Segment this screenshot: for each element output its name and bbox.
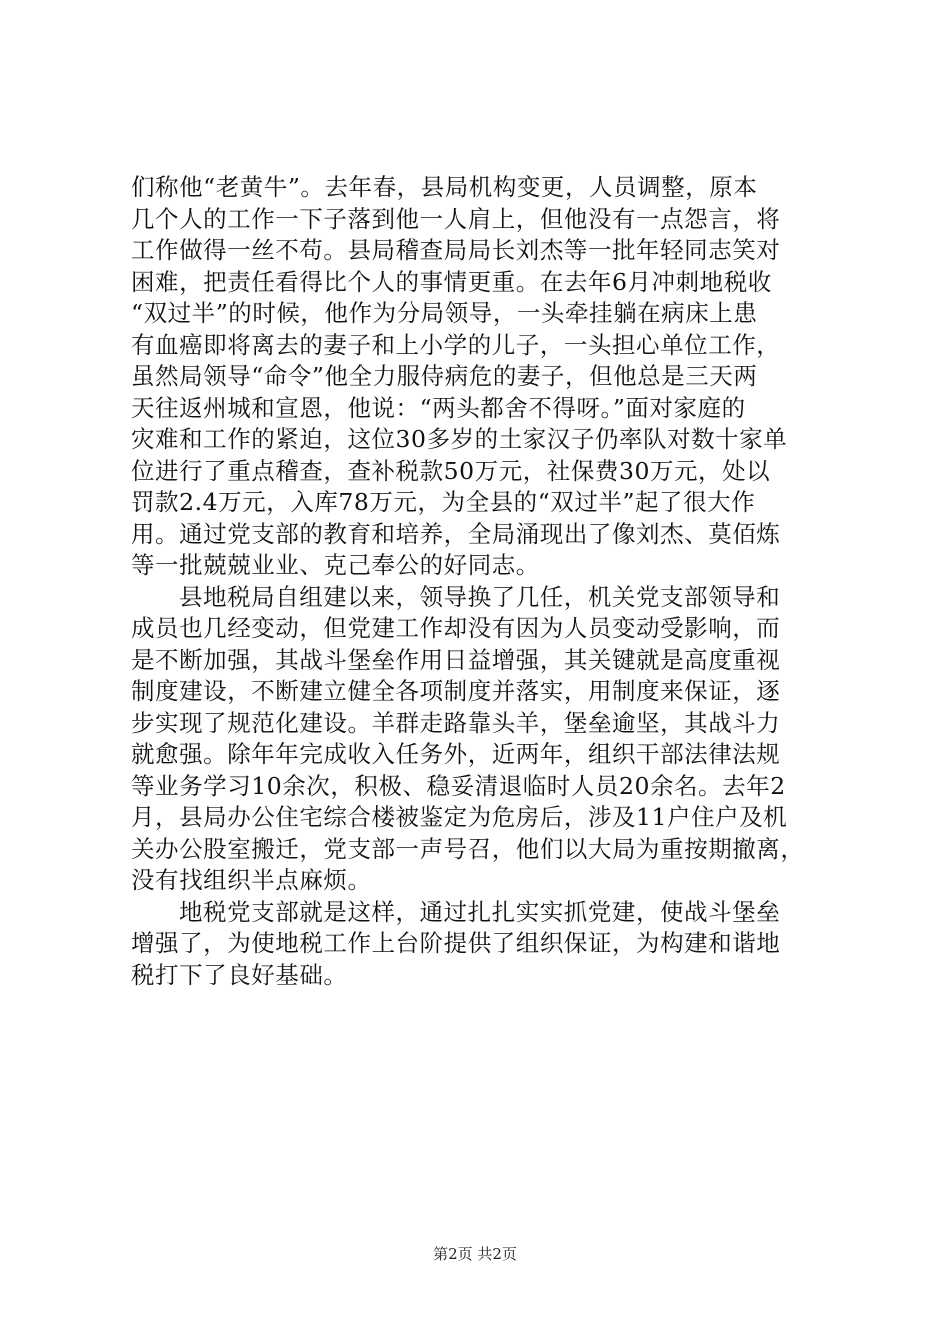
text-line: 成员也几经变动，但党建工作却没有因为人员变动受影响，而 [131, 614, 781, 642]
text-line: 增强了，为使地税工作上台阶提供了组织保证，为构建和谐地 [131, 929, 781, 957]
text-line: 等业务学习10余次，积极、稳妥清退临时人员20余名。去年2 [131, 771, 786, 800]
text-line: 们称他“老黄牛”。去年春，县局机构变更，人员调整，原本 [131, 173, 758, 201]
paragraph-2 [131, 582, 841, 897]
text-line: 地税党支部就是这样，通过扎扎实实抓党建，使战斗堡垒 [179, 897, 781, 926]
text-line: 没有找组织半点麻烦。 [131, 866, 372, 894]
text-line: 是不断加强，其战斗堡垒作用日益增强，其关键就是高度重视 [131, 645, 781, 674]
text-line: 制度建设，不断建立健全各项制度并落实，用制度来保证，逐 [131, 677, 781, 705]
text-line: “双过半”的时候，他作为分局领导，一头牵挂躺在病床上患 [131, 299, 758, 327]
text-line: 工作做得一丝不苟。县局稽查局局长刘杰等一批年轻同志笑对 [131, 236, 781, 264]
text-line: 用。通过党支部的教育和培养，全局涌现出了像刘杰、莫佰炼 [131, 519, 781, 548]
paragraph-1 [131, 172, 841, 582]
text-line: 有血癌即将离去的妻子和上小学的儿子，一头担心单位工作， [131, 330, 781, 359]
text-line: 罚款2.4万元，入库78万元，为全县的“双过半”起了很大作 [131, 488, 756, 516]
text-line: 几个人的工作一下子落到他一人肩上，但他没有一点怨言，将 [131, 204, 781, 233]
document-body [131, 172, 841, 991]
text-line: 困难，把责任看得比个人的事情更重。在去年6月冲刺地税收 [131, 267, 772, 296]
text-line: 位进行了重点稽查，查补税款50万元，社保费30万元，处以 [131, 456, 771, 485]
text-line: 税打下了良好基础。 [131, 960, 348, 989]
paragraph-3 [131, 897, 841, 992]
text-line: 等一批兢兢业业、克己奉公的好同志。 [131, 551, 540, 579]
text-line: 关办公股室搬迁，党支部一声号召，他们以大局为重按期撤离， [131, 834, 805, 863]
text-line: 就愈强。除年年完成收入任务外，近两年，组织干部法律法规 [131, 740, 781, 768]
text-line: 县地税局自组建以来，领导换了几任，机关党支部领导和 [179, 582, 781, 611]
text-line: 虽然局领导“命令”他全力服侍病危的妻子，但他总是三天两 [131, 362, 758, 390]
page-number-label: 第2页 共2页 [433, 1245, 517, 1263]
text-line: 步实现了规范化建设。羊群走路靠头羊，堡垒逾坚，其战斗力 [131, 708, 781, 737]
text-line: 灾难和工作的紧迫，这位30多岁的土家汉子仍率队对数十家单 [131, 425, 788, 453]
page-footer [0, 1244, 950, 1264]
text-line: 月，县局办公住宅综合楼被鉴定为危房后，涉及11户住户及机 [131, 803, 788, 831]
text-line: 天往返州城和宣恩，他说：“两头都舍不得呀。”面对家庭的 [131, 393, 746, 422]
